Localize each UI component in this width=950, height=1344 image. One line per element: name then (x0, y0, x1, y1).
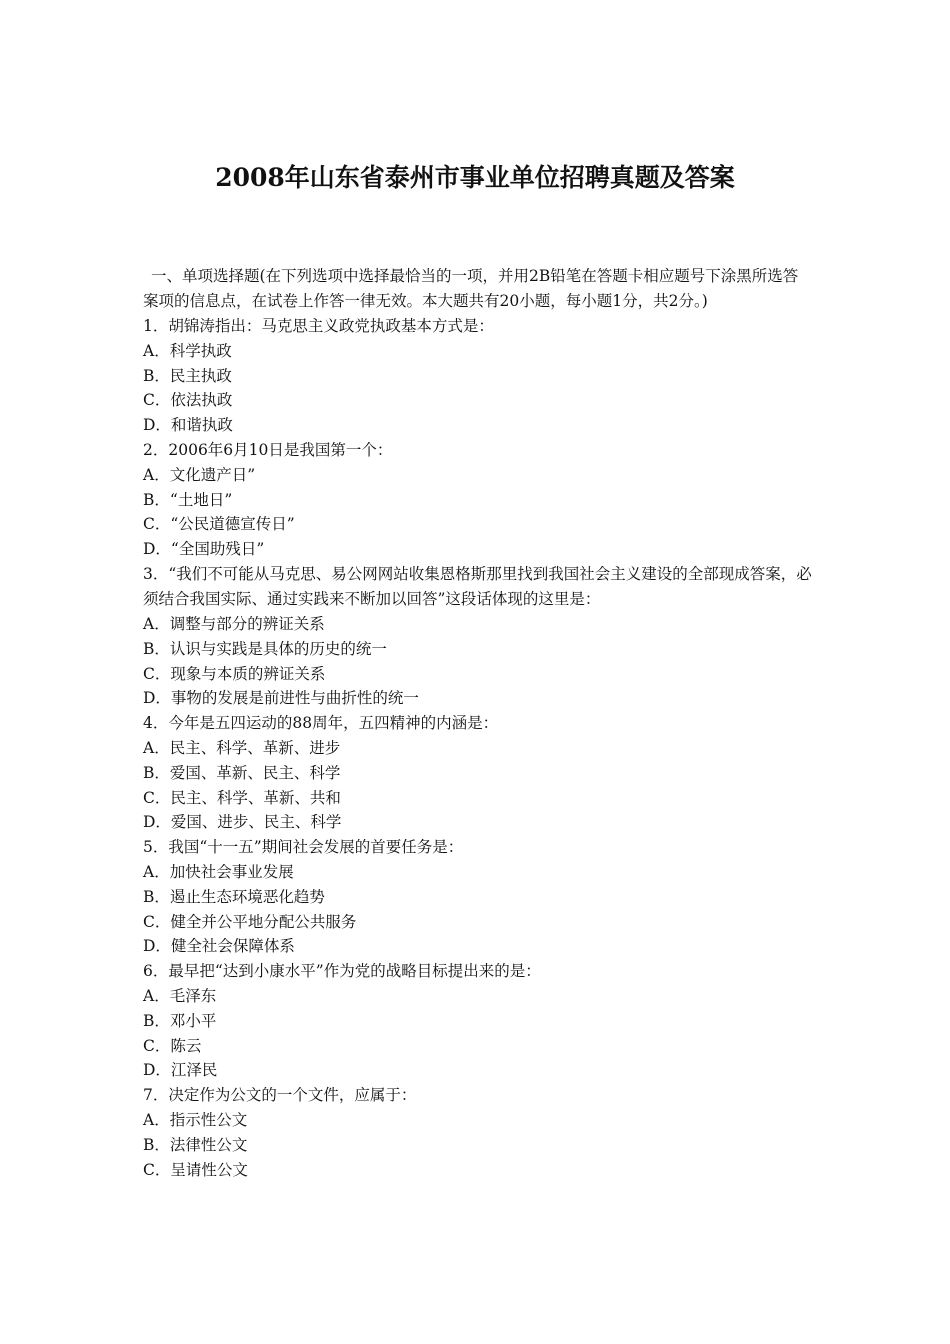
question-option: B．法律性公文 (143, 1135, 248, 1154)
question-option: C．“公民道德宣传日” (143, 515, 295, 534)
question-option: C．呈请性公文 (143, 1160, 248, 1179)
question-list (143, 314, 813, 1182)
question-stem: 1．胡锦涛指出：马克思主义政党执政基本方式是： (143, 317, 494, 335)
section-intro: 一、单项选择题(在下列选项中选择最恰当的一项，并用2B铅笔在答题卡相应题号下涂黑所选答案项的信息点，在试卷上作答一律无效。本大题共有20小题，每小题1分，共2分。) (143, 267, 799, 310)
question-option: A．加快社会事业发展 (143, 862, 294, 881)
question-option: C．依法执政 (143, 391, 233, 410)
question-option: B．“土地日” (143, 490, 233, 509)
question-item (143, 438, 813, 562)
question-stem: 3．“我们不可能从马克思、易公网网站收集恩格斯那里找到我国社会主义建设的全部现成答案，必须结合我国实际、通过实践来不断加以回答”这段话体现的这里是： (143, 564, 812, 608)
question-option: D．和谐执政 (143, 416, 233, 435)
question-option: A．科学执政 (143, 341, 232, 360)
question-option: C．民主、科学、革新、共和 (143, 788, 341, 807)
question-stem: 2．2006年6月10日是我国第一个： (143, 440, 393, 459)
question-option: D．“全国助残日” (143, 540, 265, 559)
question-item (143, 959, 813, 1083)
question-option: A．指示性公文 (143, 1110, 248, 1129)
question-option: D．事物的发展是前进性与曲折性的统一 (143, 689, 419, 708)
question-option: D．健全社会保障体系 (143, 937, 295, 956)
question-item (143, 835, 813, 959)
question-item (143, 314, 813, 438)
question-item (143, 1083, 813, 1182)
question-option: B．遏止生态环境恶化趋势 (143, 887, 325, 906)
question-option: D．江泽民 (143, 1061, 218, 1080)
question-option: C．健全并公平地分配公共服务 (143, 912, 357, 931)
question-option: A．文化遗产日” (143, 465, 256, 484)
question-stem: 6．最早把“达到小康水平”作为党的战略目标提出来的是： (143, 962, 541, 981)
question-stem: 7．决定作为公文的一个文件，应属于： (143, 1086, 417, 1105)
question-option: D．爱国、进步、民主、科学 (143, 813, 342, 832)
question-option: A．民主、科学、革新、进步 (143, 738, 341, 757)
question-stem: 4．今年是五四运动的88周年，五四精神的内涵是： (143, 714, 499, 733)
question-option: B．民主执政 (143, 366, 232, 385)
question-option: B．认识与实践是具体的历史的统一 (143, 639, 387, 658)
document-title: 2008年山东省泰州市事业单位招聘真题及答案 (215, 163, 735, 192)
question-option: A．调整与部分的辨证关系 (143, 614, 325, 633)
question-item (143, 711, 813, 835)
question-option: C．现象与本质的辨证关系 (143, 664, 326, 683)
question-option: A．毛泽东 (143, 986, 217, 1005)
question-item (143, 562, 813, 711)
question-option: B．爱国、革新、民主、科学 (143, 763, 341, 782)
question-option: B．邓小平 (143, 1011, 217, 1030)
question-option: C．陈云 (143, 1036, 202, 1055)
question-stem: 5．我国“十一五”期间社会发展的首要任务是： (143, 838, 464, 857)
document-body (143, 264, 813, 1182)
